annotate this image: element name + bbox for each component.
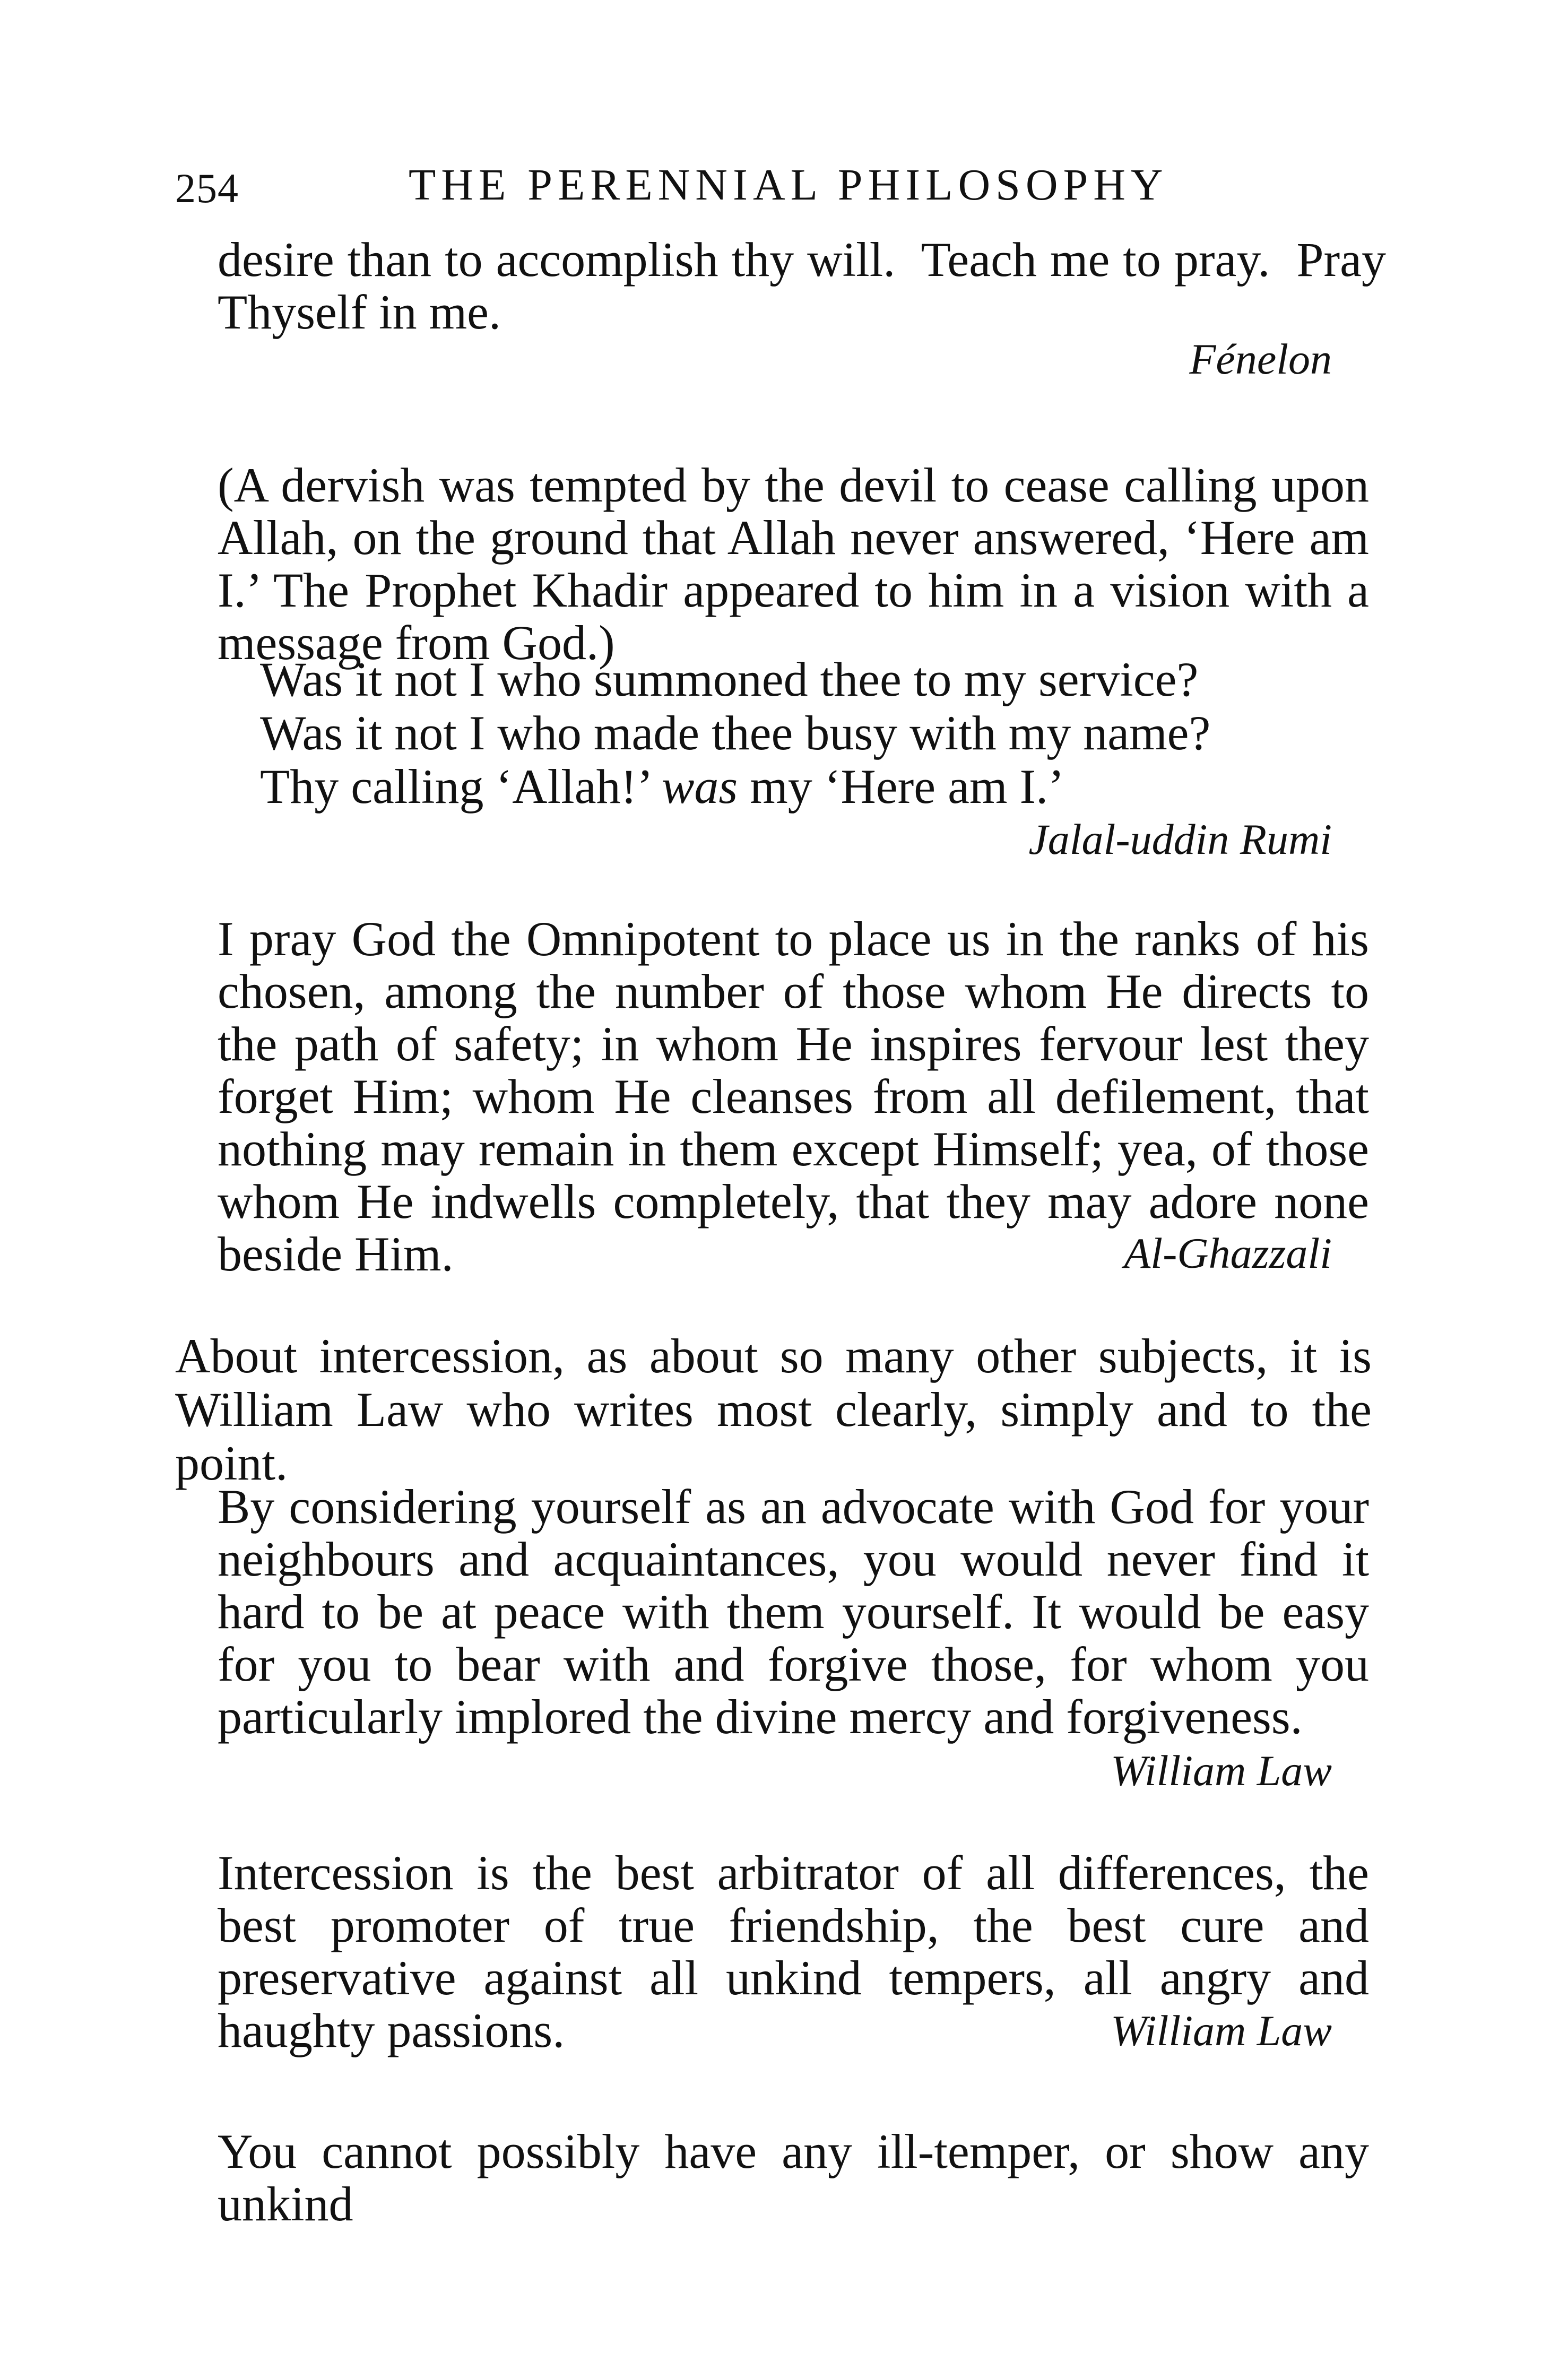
- attribution-law-2: William Law: [1111, 2006, 1332, 2055]
- law-quote-1-text: By considering yourself as an advocate with God for your neighbours and acquaintances, you would never find it hard to be at peace with them yourself. It would be easy for you to bear with and forgive those, for whom you particularly implored the divine mercy and forgiveness.: [218, 1480, 1369, 1744]
- verse-line-1: Was it not I who summoned thee to my service?: [260, 652, 1199, 706]
- law-quote-3-text: You cannot possibly have any ill-temper, or show any unkind: [218, 2124, 1369, 2231]
- rumi-intro-text: (A dervish was tempted by the devil to cease calling upon Allah, on the ground that Allah never answered, ‘Here am I.’ The Prophet Khadir appeared to him in a vision with a message from God.): [218, 458, 1369, 670]
- rumi-verse: [260, 653, 1210, 814]
- rumi-intro: [218, 459, 1369, 669]
- verse-emphasis: was: [662, 759, 738, 814]
- ghazzali-quote: [218, 913, 1369, 1281]
- verse-line-2: Was it not I who made thee busy with my name?: [260, 706, 1211, 760]
- attribution-ghazzali: Al-Ghazzali: [1124, 1229, 1332, 1277]
- commentary-line-1: About intercession, as about so many other subjects, it is: [175, 1329, 1372, 1383]
- commentary-line-2: William Law who writes most clearly, simply and to the point.: [175, 1382, 1372, 1490]
- ghazzali-text: I pray God the Omnipotent to place us in the ranks of his chosen, among the number of those whom He directs to the path of safety; in whom He inspires fervour lest they forget Him; whom He cleanses from all defilement, that nothing may remain in them except Himself; yea, of those whom He indwells completely, that they may adore none beside Him.: [218, 912, 1369, 1281]
- running-title: THE PERENNIAL PHILOSOPHY: [409, 160, 1168, 210]
- verse-line-3: [260, 760, 1210, 814]
- verse-line-3-end: my ‘Here am I.’: [738, 759, 1064, 814]
- fenelon-quote: [218, 232, 1386, 339]
- verse-line-3-start: Thy calling ‘Allah!’: [260, 759, 662, 814]
- commentary: [175, 1329, 1372, 1490]
- fenelon-line-2: Thyself in me.: [218, 285, 501, 339]
- law-quote-2-text: Intercession is the best arbitrator of all differences, the best promoter of true friendship, the best cure and preservative against all unkind tempers, all angry and haughty passions.: [218, 1846, 1369, 2057]
- attribution-law-1: William Law: [1111, 1746, 1332, 1795]
- attribution-fenelon: Fénelon: [1189, 335, 1332, 383]
- attribution-rumi: Jalal-uddin Rumi: [1028, 815, 1332, 863]
- page-number: 254: [175, 165, 239, 211]
- law-quote-3: [218, 2125, 1369, 2230]
- law-quote-1: [218, 1481, 1369, 1743]
- fenelon-line-1: desire than to accomplish thy will. Teach me to pray. Pray: [218, 232, 1386, 287]
- page-header: [175, 159, 1396, 218]
